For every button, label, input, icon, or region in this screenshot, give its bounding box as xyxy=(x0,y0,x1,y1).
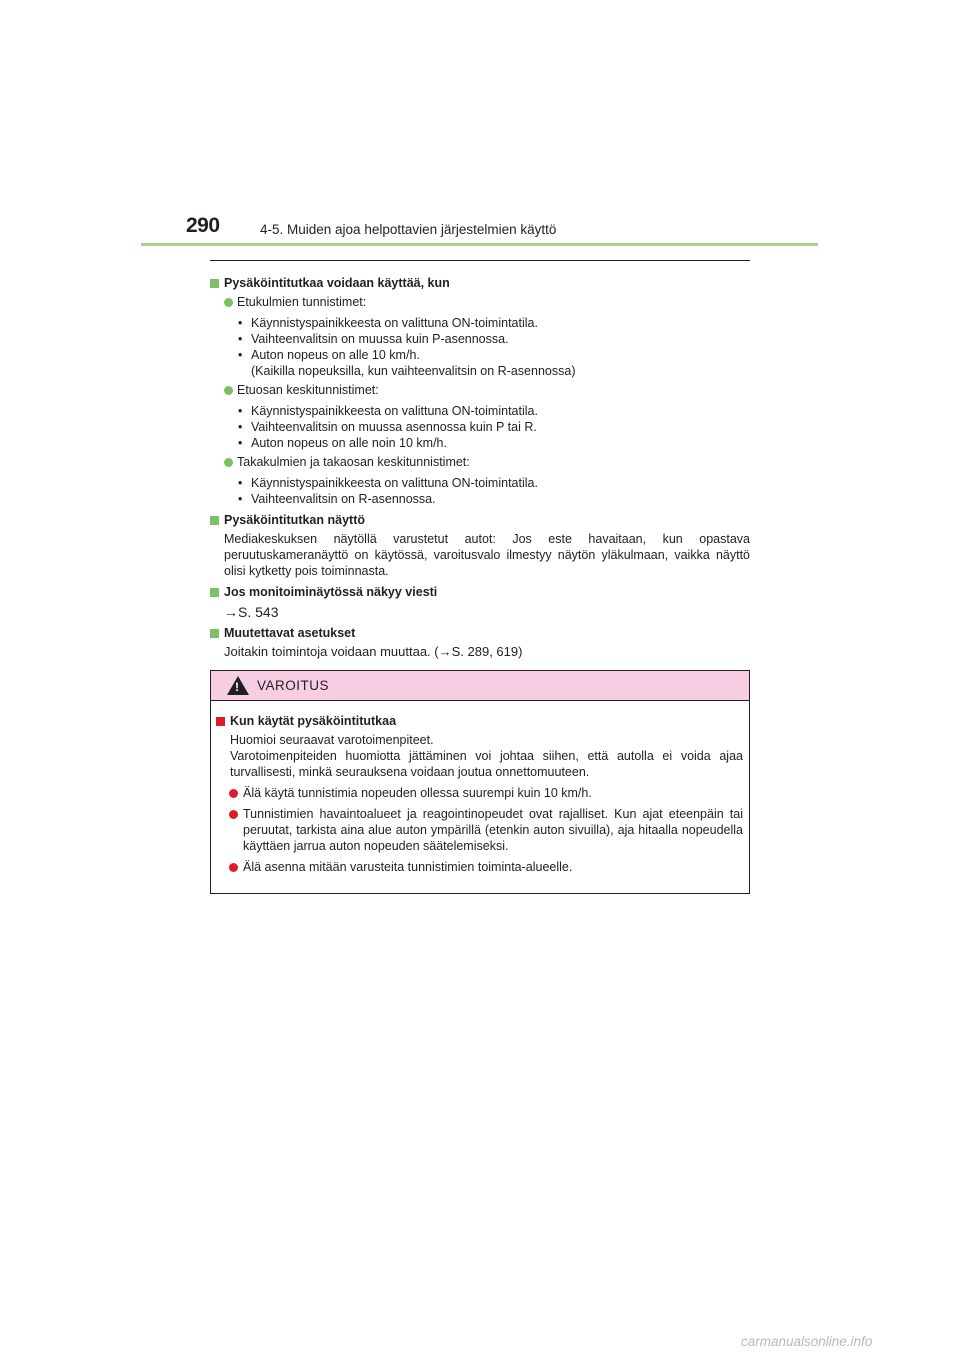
bullet-text: Etukulmien tunnistimet: xyxy=(237,295,367,309)
sub-item: • Auton nopeus on alle 10 km/h. xyxy=(238,348,420,362)
warning-bullet-text: Älä käytä tunnistimia nopeuden ollessa suurempi kuin 10 km/h. xyxy=(243,786,592,800)
green-square-icon xyxy=(210,629,219,638)
warning-box xyxy=(210,670,750,894)
warning-bullet xyxy=(229,806,743,854)
section-heading xyxy=(210,275,750,291)
section-heading-text: Pysäköintitutkan näyttö xyxy=(224,513,365,527)
red-dot-icon xyxy=(229,810,238,819)
sub-item: • Vaihteenvalitsin on muussa kuin P-asennossa. xyxy=(238,332,509,346)
warning-paragraph: Varotoimenpiteiden huomiotta jättäminen voi johtaa siihen, että autolla ei voida ajaa turvallisesti, minkä seurauksena voidaan joutua onnettomuuteen. xyxy=(230,749,743,779)
warning-triangle-icon xyxy=(227,676,249,695)
sub-item: • Käynnistyspainikkeesta on valittuna ON-toimintatila. xyxy=(238,404,538,418)
green-square-icon xyxy=(210,279,219,288)
section-heading xyxy=(210,584,750,600)
warning-paragraph: Huomioi seuraavat varotoimenpiteet. xyxy=(230,733,434,747)
chapter-title: 4-5. Muiden ajoa helpottavien järjestelmien käyttö xyxy=(260,222,557,237)
section-paragraph: Joitakin toimintoja voidaan muuttaa. (→S. 289, 619) xyxy=(224,644,523,659)
section-heading xyxy=(210,512,750,528)
page-reference: →S. 543 xyxy=(224,604,279,620)
bullet-item xyxy=(224,294,750,310)
section-heading-text: Jos monitoiminäytössä näkyy viesti xyxy=(224,585,438,599)
section-paragraph: Mediakeskuksen näytöllä varustetut autot: Jos este havaitaan, kun opastava peruutuskameranäyttö on käytössä, varoitusvalo ilmestyy näytön yläkulmaan, vaikka näyttö olisi kytketty pois toiminnasta. xyxy=(224,532,750,578)
main-content xyxy=(210,270,750,660)
green-square-icon xyxy=(210,516,219,525)
sub-item-continuation: (Kaikilla nopeuksilla, kun vaihteenvalitsin on R-asennossa) xyxy=(251,364,576,378)
sub-list xyxy=(238,315,750,379)
page-number: 290 xyxy=(186,214,220,237)
red-square-icon xyxy=(216,717,225,726)
section-heading-text: Pysäköintitutkaa voidaan käyttää, kun xyxy=(224,276,450,290)
green-dot-icon xyxy=(224,458,233,467)
sub-item: • Käynnistyspainikkeesta on valittuna ON-toimintatila. xyxy=(238,476,538,490)
section-heading xyxy=(210,625,750,641)
header-rule xyxy=(141,243,818,246)
warning-bullet xyxy=(229,785,743,801)
sub-item: • Käynnistyspainikkeesta on valittuna ON-toimintatila. xyxy=(238,316,538,330)
sub-list xyxy=(238,475,750,507)
bullet-item xyxy=(224,454,750,470)
watermark: carmanualsonline.info xyxy=(741,1334,873,1349)
content-rule xyxy=(210,260,750,261)
bullet-text: Takakulmien ja takaosan keskitunnistimet: xyxy=(237,455,470,469)
bullet-text: Etuosan keskitunnistimet: xyxy=(237,383,379,397)
warning-header xyxy=(211,671,749,701)
bullet-item xyxy=(224,382,750,398)
warning-heading xyxy=(216,713,743,729)
warning-heading-text: Kun käytät pysäköintitutkaa xyxy=(230,714,397,728)
green-dot-icon xyxy=(224,298,233,307)
warning-label: VAROITUS xyxy=(257,678,330,693)
sub-list xyxy=(238,403,750,451)
warning-bullet xyxy=(229,859,743,875)
sub-item: • Vaihteenvalitsin on muussa asennossa kuin P tai R. xyxy=(238,420,537,434)
sub-item: • Vaihteenvalitsin on R-asennossa. xyxy=(238,492,436,506)
red-dot-icon xyxy=(229,863,238,872)
warning-bullet-text: Älä asenna mitään varusteita tunnistimien toiminta-alueelle. xyxy=(243,860,573,874)
green-square-icon xyxy=(210,588,219,597)
warning-bullet-text: Tunnistimien havaintoalueet ja reagointinopeudet ovat rajalliset. Kun ajat eteenpäin tai peruutat, tarkista aina alue auton ympärillä (etenkin auton sivuilla), aja hitaalla nopeudella käyttäen jarrua auton nopeuden säätelemiseksi. xyxy=(243,807,743,853)
red-dot-icon xyxy=(229,789,238,798)
sub-item: • Auton nopeus on alle noin 10 km/h. xyxy=(238,436,447,450)
green-dot-icon xyxy=(224,386,233,395)
warning-content xyxy=(211,701,749,875)
section-heading-text: Muutettavat asetukset xyxy=(224,626,356,640)
